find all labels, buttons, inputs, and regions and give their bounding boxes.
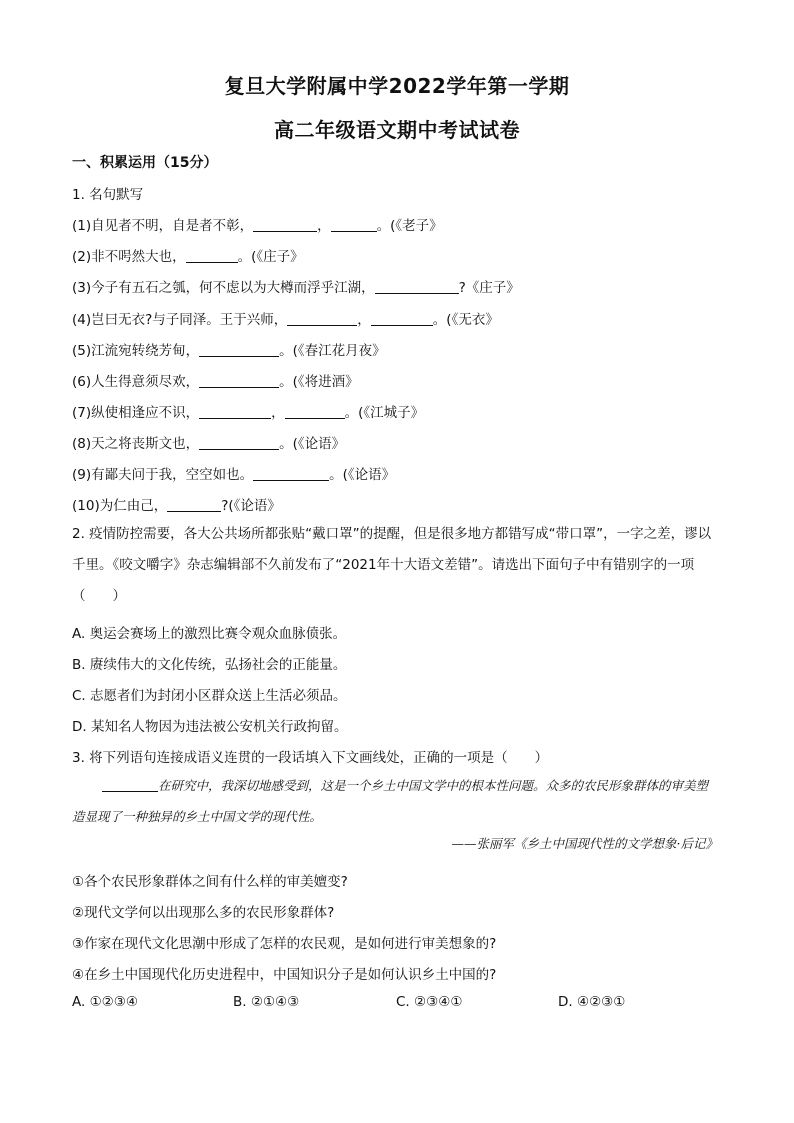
question-3-option-b[interactable]: B. ②①④③ (233, 994, 300, 1010)
question-2-option-d[interactable]: D. 某知名人物因为违法被公安机关行政拘留。 (72, 719, 348, 735)
answer-blank[interactable] (285, 404, 345, 419)
answer-blank[interactable] (371, 311, 433, 326)
answer-blank[interactable] (331, 217, 377, 232)
dictation-item-10: (10)为仁由己， ?(《论语》 (72, 498, 281, 514)
question-3-stem: 3. 将下列语句连接成语义连贯的一段话填入下文画线处，正确的一项是（ ） (72, 750, 549, 766)
answer-blank[interactable] (167, 497, 221, 512)
answer-blank[interactable] (253, 466, 329, 481)
dictation-item-8: (8)天之将丧斯文也， 。(《论语》 (72, 436, 346, 452)
question-2-stem: 2. 疫情防控需要，各大公共场所都张贴“戴口罩”的提醒，但是很多地方都错写成“带口罩”，一字之差，谬以千里。《咬文嚼字》杂志编辑部不久前发布了“2021年十大语文差错”。请选出下面句子中有错别字的一项（ ） (72, 526, 712, 604)
answer-blank[interactable] (287, 311, 357, 326)
answer-blank[interactable] (375, 279, 459, 294)
answer-blank[interactable] (199, 373, 279, 388)
sentence-1: ①各个农民形象群体之间有什么样的审美嬗变? (72, 874, 348, 890)
answer-blank[interactable] (199, 404, 271, 419)
dictation-item-3: (3)今子有五石之瓠，何不虑以为大樽而浮乎江湖， ?《庄子》 (72, 280, 520, 296)
exam-title-school: 复旦大学附属中学2022学年第一学期 (224, 74, 570, 98)
question-3-passage: 在研究中，我深切地感受到，这是一个乡土中国文学中的根本性问题。众多的农民形象群体的审美塑造显现了一种独异的乡土中国文学的现代性。 (72, 778, 709, 824)
dictation-item-2: (2)非不呺然大也， 。(《庄子》 (72, 249, 304, 265)
answer-blank[interactable] (199, 435, 279, 450)
sentence-4: ④在乡土中国现代化历史进程中，中国知识分子是如何认识乡土中国的? (72, 967, 497, 983)
passage-blank[interactable] (102, 777, 158, 792)
dictation-item-6: (6)人生得意须尽欢， 。(《将进酒》 (72, 374, 359, 390)
question-1-stem: 1. 名句默写 (72, 187, 144, 203)
question-2-option-b[interactable]: B. 赓续伟大的文化传统，弘扬社会的正能量。 (72, 657, 347, 673)
question-3-option-a[interactable]: A. ①②③④ (72, 994, 138, 1010)
question-2-option-c[interactable]: C. 志愿者们为封闭小区群众送上生活必须品。 (72, 688, 347, 704)
passage-source: ——张丽军《乡土中国现代性的文学想象·后记》 (451, 836, 718, 851)
dictation-item-9: (9)有鄙夫问于我，空空如也。 。(《论语》 (72, 467, 396, 483)
sentence-2: ②现代文学何以出现那么多的农民形象群体? (72, 905, 335, 921)
question-3-option-c[interactable]: C. ②③④① (396, 994, 463, 1010)
exam-title-paper: 高二年级语文期中考试试卷 (274, 118, 520, 142)
section-heading: 一、积累运用（15分） (72, 155, 218, 171)
answer-blank[interactable] (186, 248, 238, 263)
sentence-3: ③作家在现代文化思潮中形成了怎样的农民观，是如何进行审美想象的? (72, 936, 497, 952)
dictation-item-4: (4)岂曰无衣?与子同泽。王于兴师， ， 。(《无衣》 (72, 312, 499, 328)
answer-blank[interactable] (253, 217, 317, 232)
answer-blank[interactable] (199, 342, 279, 357)
dictation-item-7: (7)纵使相逢应不识， ， 。(《江城子》 (72, 405, 425, 421)
dictation-item-5: (5)江流宛转绕芳甸， 。(《春江花月夜》 (72, 343, 386, 359)
question-2-option-a[interactable]: A. 奥运会赛场上的激烈比赛令观众血脉偾张。 (72, 626, 347, 642)
dictation-item-1: (1)自见者不明，自是者不彰， ， 。(《老子》 (72, 218, 443, 234)
question-3-option-d[interactable]: D. ④②③① (558, 994, 626, 1010)
